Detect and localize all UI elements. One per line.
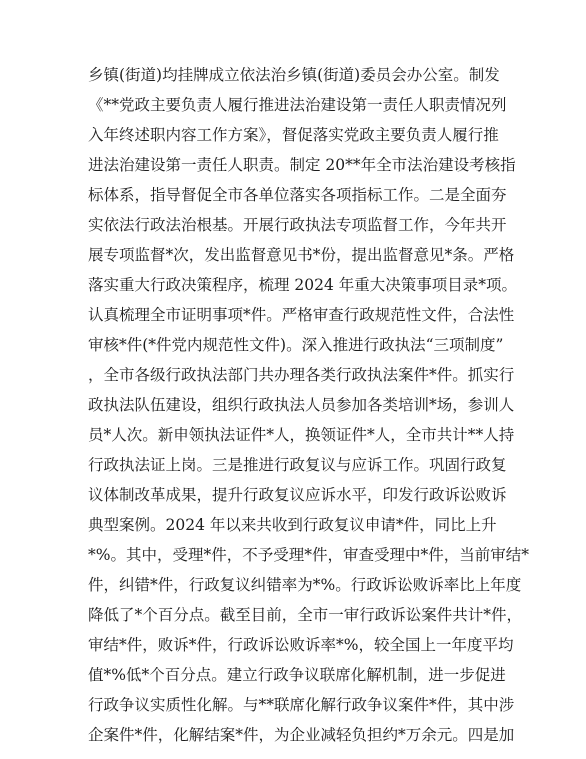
text-line: 件，纠错*件，行政复议纠错率为*%。行政诉讼败诉率比上年度 [88, 576, 522, 594]
text-line: 进法治建设第一责任人职责。制定 20**年全市法治建设考核指 [88, 156, 516, 174]
text-line: 值*%低*个百分点。建立行政争议联席化解机制，进一步促进 [88, 666, 506, 684]
text-line: 员*人次。新申领执法证件*人，换领证件*人，全市共计**人持 [88, 426, 515, 444]
text-line: 企案件*件，化解结案*件，为企业减轻负担约*万余元。四是加 [88, 726, 515, 744]
text-line: 《**党政主要负责人履行推进法治建设第一责任人职责情况列 [88, 96, 507, 114]
text-line: 议体制改革成果，提升行政复议应诉水平，印发行政诉讼败诉 [88, 486, 507, 504]
text-line: 落实重大行政决策程序，梳理 2024 年重大决策事项目录*项。 [88, 276, 518, 294]
text-line: 审结*件，败诉*件，行政诉讼败诉率*%，较全国上一年度平均 [88, 636, 514, 654]
text-line: 典型案例。2024 年以来共收到行政复议申请*件，同比上升 [88, 516, 497, 534]
text-line: 政执法队伍建设，组织行政执法人员参加各类培训*场，参训人 [88, 396, 515, 414]
text-line: 认真梳理全市证明事项*件。严格审查行政规范性文件，合法性 [88, 306, 515, 324]
text-line: 降低了*个百分点。截至目前，全市一审行政诉讼案件共计*件， [88, 606, 523, 624]
text-line: 展专项监督*次，发出监督意见书*份，提出监督意见*条。严格 [88, 246, 515, 264]
text-line: ，全市各级行政执法部门共办理各类行政执法案件*件。抓实行 [88, 366, 515, 384]
text-line: 标体系，指导督促全市各单位落实各项指标工作。二是全面夯 [88, 186, 507, 204]
text-line: 实依法行政法治根基。开展行政执法专项监督工作，今年共开 [88, 216, 507, 234]
text-line: 入年终述职内容工作方案》，督促落实党政主要负责人履行推 [88, 126, 499, 144]
text-line: 审核*件(*件党内规范性文件)。深入推进行政执法“三项制度” [88, 336, 504, 354]
text-line: 乡镇(街道)均挂牌成立依法治乡镇(街道)委员会办公室。制发 [88, 66, 500, 84]
text-line: 行政执法证上岗。三是推进行政复议与应诉工作。巩固行政复 [88, 456, 507, 474]
body-text [88, 60, 529, 750]
text-line: 行政争议实质性化解。与**联席化解行政争议案件*件，其中涉 [88, 696, 515, 714]
text-line: *%。其中，受理*件，不予受理*件，审查受理中*件，当前审结* [88, 546, 529, 564]
